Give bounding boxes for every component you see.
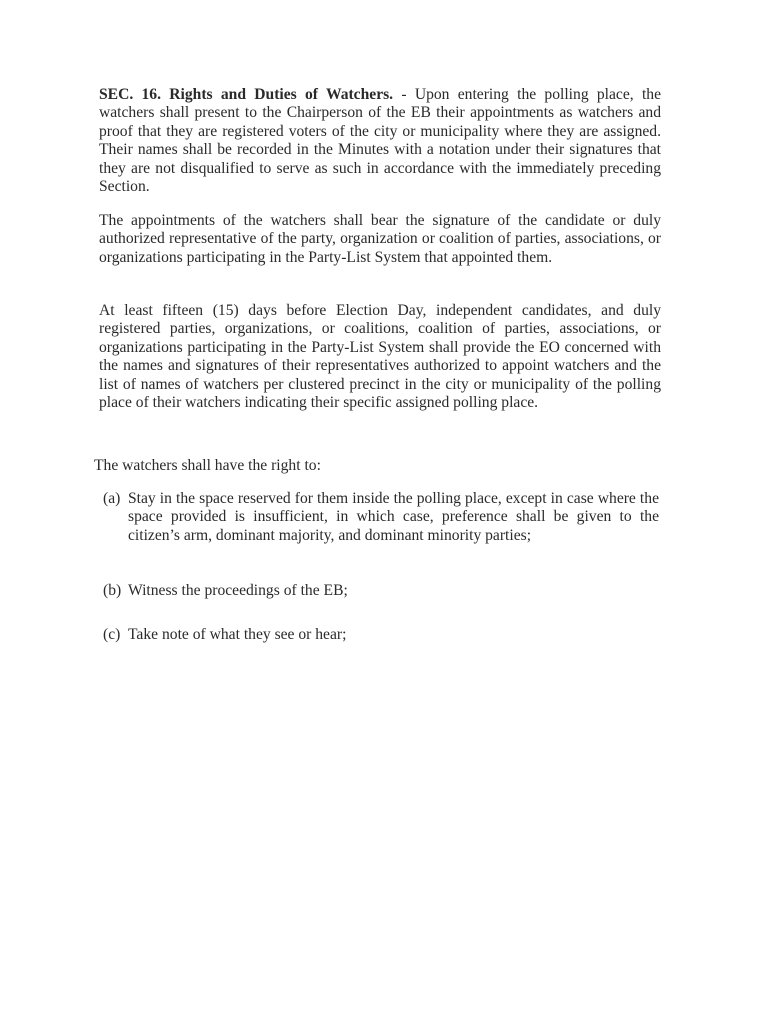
list-item-c bbox=[103, 626, 659, 644]
heading-separator: - bbox=[393, 86, 415, 103]
section-paragraph-1 bbox=[99, 86, 661, 196]
list-item-b bbox=[103, 582, 659, 600]
list-item-text: Take note of what they see or hear; bbox=[128, 626, 347, 643]
list-item-text: Witness the proceedings of the EB; bbox=[128, 582, 348, 599]
section-heading: SEC. 16. Rights and Duties of Watchers. bbox=[99, 86, 394, 103]
list-marker: (a) bbox=[103, 490, 121, 507]
list-marker: (b) bbox=[103, 582, 122, 599]
section-paragraph-3: At least fifteen (15) days before Election Day, independent candidates, and duly registered parties, organizations, or coalitions, coalition of parties, associations, or organizations participating in the Party-List System shall provide the EO concerned with the names and signatures of their representatives authorized to appoint watchers and the list of names of watchers per clustered precinct in the city or municipality of the polling place of their watchers indicating their specific assigned polling place. bbox=[99, 302, 661, 412]
section-paragraph-2: The appointments of the watchers shall bear the signature of the candidate or duly authorized representative of the party, organization or coalition of parties, associations, or organizations participating in the Party-List System that appointed them. bbox=[99, 212, 661, 266]
list-item-a bbox=[103, 490, 659, 545]
list-marker: (c) bbox=[103, 626, 121, 643]
list-item-text: Stay in the space reserved for them inside the polling place, except in case where the space provided is insufficient, in which case, preference shall be given to the citizen’s arm, dominant majority, and dominant minority parties; bbox=[128, 490, 659, 544]
section-paragraph-1-body: Upon entering the polling place, the watchers shall present to the Chairperson of the EB their appointments as watchers and proof that they are registered voters of the city or municipality where they are assigned. Their names shall be recorded in the Minutes with a notation under their signatures that they are not disqualified to serve as such in accordance with the immediately preceding Section. bbox=[99, 86, 661, 196]
rights-intro: The watchers shall have the right to: bbox=[94, 457, 321, 474]
